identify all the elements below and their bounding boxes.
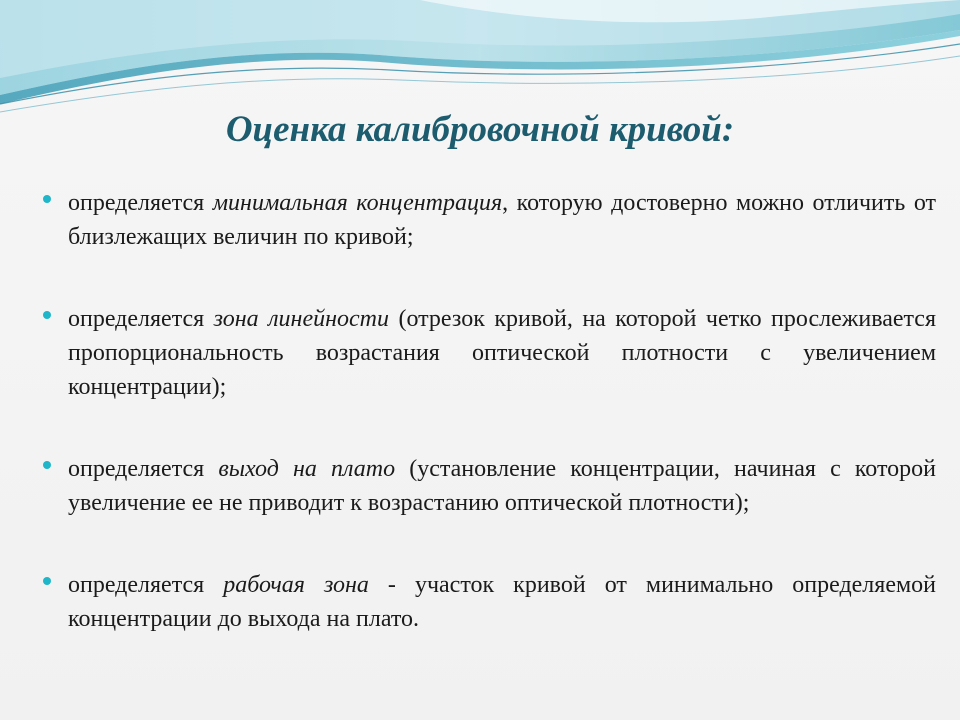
bullet-rest: - участок кривой от минимально определяемой концентрации до выхода на плато. bbox=[68, 572, 937, 632]
bullet-dot-icon bbox=[43, 577, 51, 585]
bullet-term: минимальная концентрация bbox=[212, 190, 503, 216]
bullet-term: выход на плато bbox=[218, 456, 396, 482]
bullet-term: рабочая зона bbox=[223, 572, 369, 598]
bullet-dot-icon bbox=[43, 461, 51, 469]
bullet-item-plateau bbox=[40, 452, 936, 520]
bullet-rest: (отрезок кривой, на которой четко прослеживается пропорциональность возрастания оптической плотности с увеличением концентрации); bbox=[68, 306, 936, 400]
slide-title: Оценка калибровочной кривой: bbox=[225, 109, 735, 150]
bullet-item-working-zone bbox=[40, 568, 936, 636]
bullet-prefix: определяется bbox=[68, 572, 224, 598]
bullet-prefix: определяется bbox=[68, 190, 213, 216]
bullet-prefix: определяется bbox=[68, 306, 214, 332]
bullet-list bbox=[40, 186, 936, 636]
bullet-dot-icon bbox=[43, 195, 51, 203]
bullet-dot-icon bbox=[43, 311, 51, 319]
bullet-item-linearity-zone bbox=[40, 302, 936, 404]
bullet-term: зона линейности bbox=[213, 306, 389, 332]
bullet-rest: , которую достоверно можно отличить от близлежащих величин по кривой; bbox=[68, 190, 937, 250]
bullet-prefix: определяется bbox=[68, 456, 219, 482]
bullet-item-minimal-concentration bbox=[40, 186, 936, 254]
bullet-rest: (установление концентрации, начиная с которой увеличение ее не приводит к возрастанию оптической плотности); bbox=[68, 456, 936, 516]
